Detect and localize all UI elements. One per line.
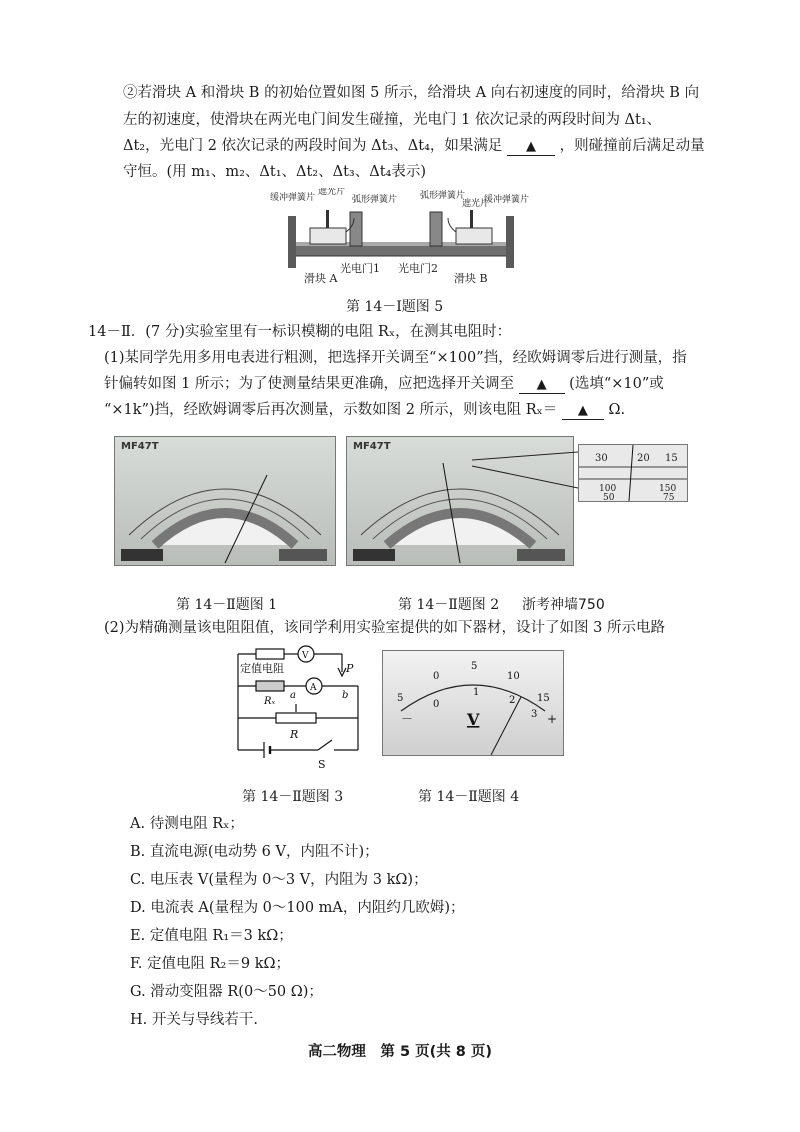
- figure-1-multimeter: [114, 436, 336, 566]
- zoom-tick-20: 20: [637, 453, 650, 464]
- zoom-inset: [578, 444, 688, 502]
- label-slider-a: 滑块 A: [304, 272, 338, 285]
- fig4-tick-5-top: 5: [471, 661, 478, 672]
- figure-3-circuit: [228, 642, 378, 772]
- q14ii-heading: 14－Ⅱ．(7 分)实验室里有一标识模糊的电阻 Rₓ，在测其电阻时：: [88, 324, 512, 340]
- fig4-tick-0-top: 0: [433, 671, 440, 682]
- item-a: A. 待测电阻 Rₓ；: [130, 816, 244, 832]
- answer-blank-range: ▲: [519, 377, 565, 394]
- figure-5-air-track: [270, 188, 530, 288]
- meter-1-badge: [279, 549, 327, 561]
- zoom-inset-scale: [579, 445, 687, 501]
- label-s: S: [318, 758, 326, 771]
- q14i-line4: 守恒。(用 m₁、m₂、Δt₁、Δt₂、Δt₃、Δt₄表示): [123, 164, 426, 180]
- q14i-line3: [123, 136, 705, 156]
- q14ii-p1-line2-b: (选填“×10”或: [569, 376, 664, 392]
- q14i-line3-a: Δt₂，光电门 2 依次记录的两段时间为 Δt₃、Δt₄，如果满足: [123, 138, 503, 154]
- zoom-tick-150: 150: [659, 484, 677, 494]
- switch-blade: [318, 740, 332, 750]
- label-shade-right: 遮光片: [462, 199, 490, 209]
- meter-2-logo: [353, 549, 395, 561]
- label-arc-right: 弧形弹簧片: [420, 191, 466, 201]
- item-e: E. 定值电阻 R₁＝3 kΩ；: [130, 928, 293, 944]
- item-c: C. 电压表 V(量程为 0～3 V，内阻为 3 kΩ)；: [130, 872, 428, 888]
- slider-a: [310, 228, 346, 244]
- zoom-tick-75: 75: [663, 493, 675, 501]
- label-buffer-left: 缓冲弹簧片: [270, 193, 316, 203]
- figure-4-caption: 第 14－Ⅱ题图 4: [418, 789, 520, 805]
- arc-spring-right: [448, 218, 456, 232]
- label-fixed-resistor: 定值电阻: [240, 662, 284, 675]
- label-gate-1: 光电门1: [340, 262, 380, 275]
- label-shade-left: 遮光片: [318, 188, 346, 197]
- fig4-unit-v: V: [467, 710, 480, 729]
- label-rx: Rₓ: [264, 696, 276, 707]
- fig4-minus: －: [401, 712, 414, 726]
- voltmeter-dial: [383, 651, 563, 755]
- answer-blank-resistance: ▲: [562, 403, 604, 420]
- label-buffer-right: 缓冲弹簧片: [484, 195, 530, 205]
- item-b: B. 直流电源(电动势 6 V，内阻不计)；: [130, 844, 379, 860]
- q14ii-p1-line3-b: Ω.: [608, 402, 626, 418]
- rx-resistor: [256, 681, 284, 691]
- label-slider-b: 滑块 B: [454, 272, 488, 285]
- photogate-2: [430, 212, 442, 246]
- zoom-line-bottom: [472, 466, 578, 488]
- label-a: a: [290, 690, 296, 701]
- q14i-line2: 左的初速度，使滑块在两光电门间发生碰撞，光电门 1 依次记录的两段时间为 Δt₁、: [123, 112, 662, 128]
- zoom-tick-50: 50: [603, 493, 615, 501]
- zoom-tick-15: 15: [665, 453, 678, 464]
- q14i-line1: ②若滑块 A 和滑块 B 的初始位置如图 5 所示，给滑块 A 向右初速度的同时，给滑块 B 向: [123, 85, 700, 101]
- label-p: P: [346, 662, 354, 675]
- figure-2-caption: 第 14－Ⅱ题图 2: [398, 597, 500, 613]
- q14i-line3-b: ，则碰撞前后满足动量: [559, 138, 705, 154]
- meter-1-logo: [121, 549, 163, 561]
- label-gate-2: 光电门2: [398, 262, 438, 275]
- q14ii-p1-line2-a: 针偏转如图 1 所示；为了使测量结果更准确，应把选择开关调至: [104, 376, 514, 392]
- figure-4-voltmeter: [382, 650, 564, 756]
- zoom-needle: [629, 445, 633, 501]
- rect-top-resistor: [256, 649, 284, 659]
- page-footer: 高二物理 第 5 页(共 8 页): [307, 1044, 493, 1060]
- answer-blank: ▲: [507, 139, 555, 156]
- fig4-plus: +: [547, 712, 558, 726]
- fig4-tick-5-left: 5: [397, 693, 404, 704]
- q14ii-p1-line2: [104, 374, 664, 394]
- zoom-tick-100: 100: [599, 484, 617, 494]
- fig4-tick-15: 15: [537, 693, 550, 704]
- left-stand: [288, 216, 296, 268]
- item-f: F. 定值电阻 R₂＝9 kΩ；: [130, 956, 291, 972]
- zoom-line-top: [472, 452, 578, 460]
- fig4-tick-0-bottom: 0: [433, 699, 440, 710]
- label-v: V: [302, 651, 309, 661]
- label-arc-left: 弧形弹簧片: [352, 195, 398, 205]
- meter-1-dial: [115, 437, 335, 565]
- watermark-text: 浙考神墙750: [522, 597, 605, 613]
- fig4-tick-3: 3: [531, 709, 538, 720]
- rheostat-symbol: [276, 713, 316, 723]
- q14ii-p1-line3-a: “×1k”)挡，经欧姆调零后再次测量，示数如图 2 所示，则该电阻 Rₓ＝: [104, 402, 558, 418]
- dial-mirror-band: [155, 513, 295, 545]
- figure-3-caption: 第 14－Ⅱ题图 3: [242, 789, 344, 805]
- label-b: b: [342, 690, 349, 701]
- q14ii-p1-line3: [104, 400, 625, 420]
- right-stand: [506, 216, 514, 268]
- figure-5-caption: 第 14－Ⅰ题图 5: [346, 299, 444, 315]
- q14ii-p2: (2)为精确测量该电阻阻值，该同学利用实验室提供的如下器材，设计了如图 3 所示电路: [104, 620, 665, 636]
- shade-left: [326, 210, 329, 228]
- shade-right: [470, 210, 473, 228]
- item-g: G. 滑动变阻器 R(0～50 Ω)；: [130, 984, 323, 1000]
- meter-model-label: MF47T: [121, 441, 159, 452]
- meter-2-badge: [517, 549, 565, 561]
- label-ammeter: A: [310, 683, 317, 693]
- fig4-tick-2: 2: [509, 695, 516, 706]
- item-h: H. 开关与导线若干.: [130, 1012, 258, 1028]
- fig4-tick-1: 1: [473, 687, 480, 698]
- dial-2-mirror-band: [387, 513, 533, 545]
- figure-1-caption: 第 14－Ⅱ题图 1: [176, 597, 278, 613]
- slider-b: [456, 228, 492, 244]
- label-r: R: [290, 728, 299, 741]
- photogate-1: [350, 212, 362, 246]
- q14ii-p1-line1: (1)某同学先用多用电表进行粗测，把选择开关调至“×100”挡，经欧姆调零后进行测量，指: [104, 350, 687, 366]
- item-d: D. 电流表 A(量程为 0～100 mA，内阻约几欧姆)；: [130, 900, 465, 916]
- zoom-tick-30: 30: [595, 453, 608, 464]
- voltmeter-needle: [491, 697, 521, 755]
- meter-model-label-2: MF47T: [353, 441, 391, 452]
- fig4-tick-10: 10: [507, 671, 520, 682]
